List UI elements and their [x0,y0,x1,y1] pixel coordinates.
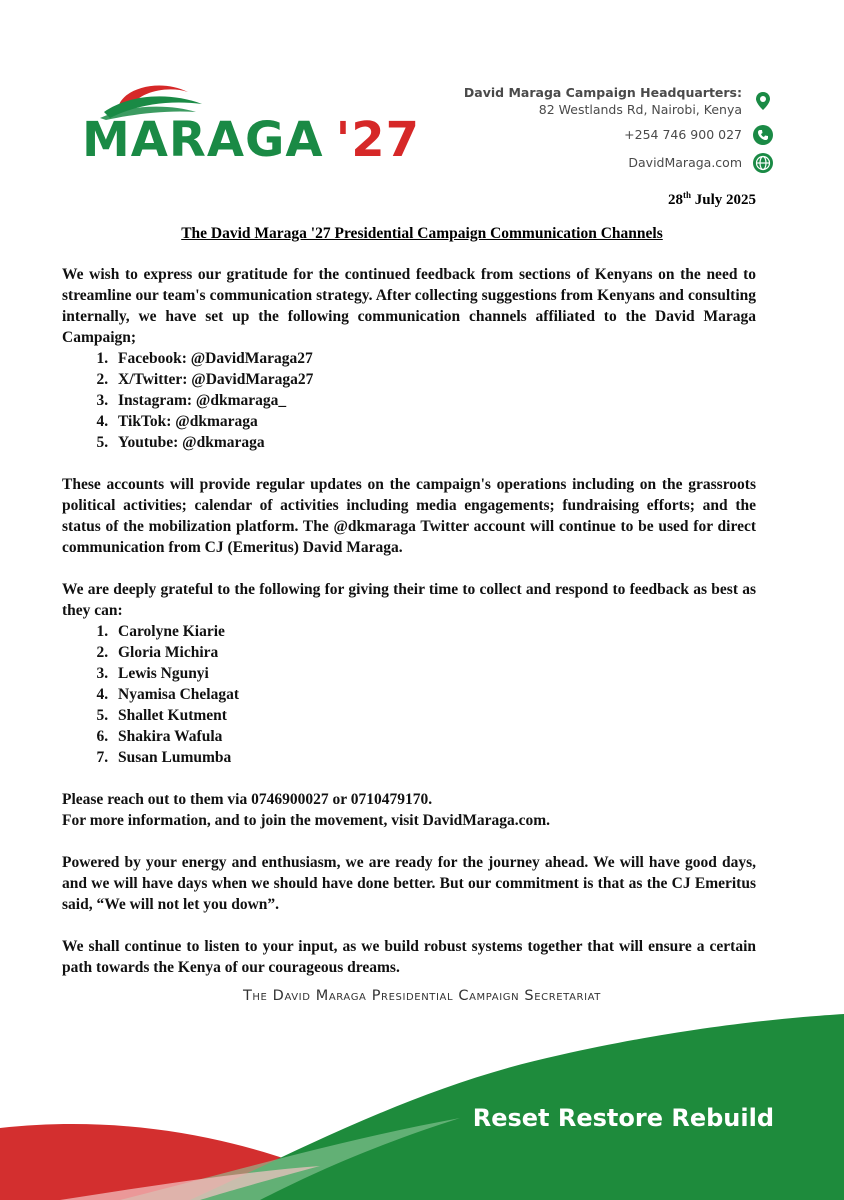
channels-list [62,348,756,453]
channel-item: 3. Instagram: @dkmaraga_ [112,390,756,411]
hq-address: 82 Westlands Rd, Nairobi, Kenya [538,102,742,117]
globe-icon [752,152,774,174]
contact-website[interactable]: DavidMaraga.com [628,155,742,170]
person-item: 7. Susan Lumumba [112,747,756,768]
date-month-year: July 2025 [694,192,756,208]
people-list [62,621,756,768]
footer-slogan: Reset Restore Rebuild [472,1104,774,1132]
date-day: 28 [667,192,683,208]
contact-phone[interactable]: +254 746 900 027 [624,127,742,142]
person-item: 4. Nyamisa Chelagat [112,684,756,705]
logo-wordmark [82,112,420,168]
letter-body [62,264,756,978]
contact-block [464,84,774,180]
contact-website-row [464,152,774,174]
logo-year: '27 [335,112,421,168]
more-info-line: For more information, and to join the movement, visit DavidMaraga.com. [62,812,551,829]
person-item: 1. Carolyne Kiarie [112,621,756,642]
person-item: 5. Shallet Kutment [112,705,756,726]
letter-date [668,190,756,209]
channel-item: 1. Facebook: @DavidMaraga27 [112,348,756,369]
channel-item: 5. Youtube: @dkmaraga [112,432,756,453]
person-item: 6. Shakira Wafula [112,726,756,747]
contact-address-row [464,84,774,118]
intro-paragraph: We wish to express our gratitude for the continued feedback from sections of Kenyans on the need to streamline our team's communication strategy. After collecting suggestions from Kenyans and consulting internally, we have set up the following communication channels affiliated to the David Maraga Campaign; [62,266,756,346]
grateful-paragraph: We are deeply grateful to the following for giving their time to collect and respond to feedback as best as they can: [62,581,756,619]
secretariat-signature: The David Maraga Presidential Campaign Secretariat [242,988,602,1004]
phone-icon [752,124,774,146]
letter-title: The David Maraga '27 Presidential Campaign Communication Channels [181,225,663,242]
updates-paragraph: These accounts will provide regular updates on the campaign's operations including on the grassroots political activities; calendar of activities including media engagements; fundraising efforts; and the status of the mobilization platform. The @dkmaraga Twitter account will continue to be used for direct communication from CJ (Emeritus) David Maraga. [62,476,756,556]
contact-phone-row [464,124,774,146]
channel-item: 2. X/Twitter: @DavidMaraga27 [112,369,756,390]
campaign-logo [82,78,421,178]
logo-name: MARAGA [82,112,324,168]
reach-out-line: Please reach out to them via 0746900027 or 0710479170. [62,791,433,808]
closing-paragraph: We shall continue to listen to your input, as we build robust systems together that will ensure a certain path towards the Kenya of our courageous dreams. [62,938,756,976]
hq-label: David Maraga Campaign Headquarters: [463,85,742,100]
date-suffix: th [682,190,691,200]
footer-wave-graphic [0,1000,844,1200]
person-item: 3. Lewis Ngunyi [112,663,756,684]
location-pin-icon [752,90,774,112]
powered-paragraph: Powered by your energy and enthusiasm, we are ready for the journey ahead. We will have good days, and we will have days when we should have done better. But our commitment is that as the CJ Emeritus said, “We will not let you down”. [62,854,756,913]
person-item: 2. Gloria Michira [112,642,756,663]
channel-item: 4. TikTok: @dkmaraga [112,411,756,432]
